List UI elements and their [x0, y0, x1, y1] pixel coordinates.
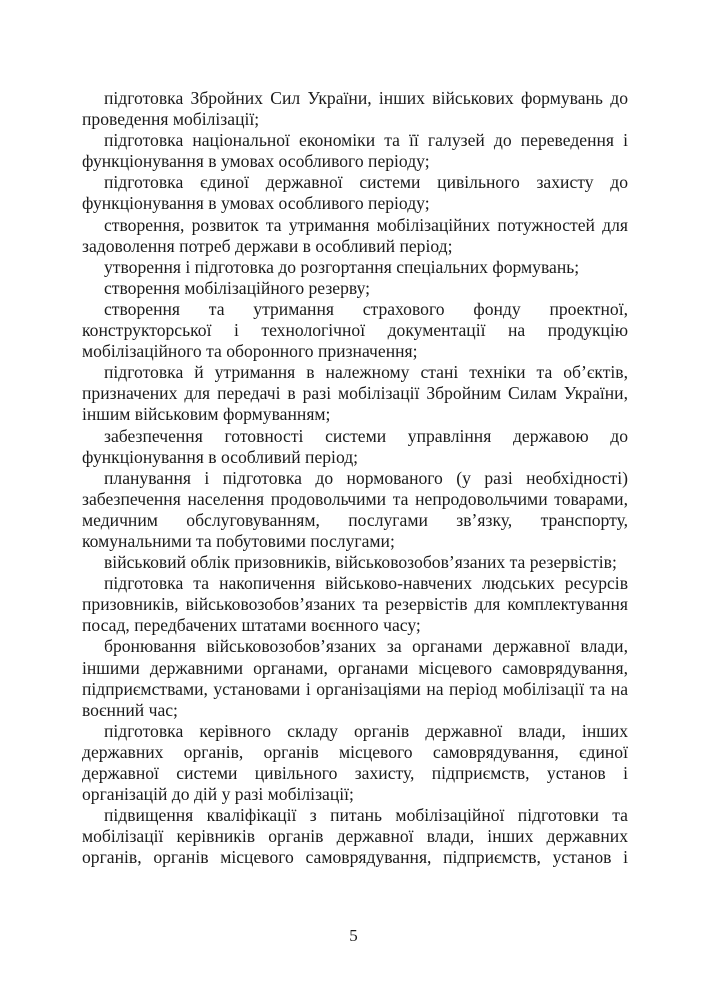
list-item: підготовка Збройних Сил України, інших військових формувань до проведення мобілізації; [82, 88, 628, 130]
list-item: забезпечення готовності системи управління державою до функціонування в особливий період; [82, 425, 628, 467]
list-item: підготовка й утримання в належному стані техніки та об’єктів, призначених для передачі в разі мобілізації Збройним Силам України, іншим військовим формуванням; [82, 362, 628, 425]
list-item: підготовка національної економіки та її галузей до переведення і функціонування в умовах особливого періоду; [82, 130, 628, 172]
list-item: створення та утримання страхового фонду проектної, конструкторської і технологічної документації на продукцію мобілізаційного та оборонного призначення; [82, 298, 628, 362]
list-item: планування і підготовка до нормованого (у разі необхідності) забезпечення населення продовольчими та непродовольчими товарами, медичним обслуговуванням, послугами зв’язку, транспорту, комунальними та побутовими послугами; [82, 467, 628, 551]
list-item: підготовка керівного складу органів державної влади, інших державних органів, органів місцевого самоврядування, єдиної державної системи цивільного захисту, підприємств, установ і організацій до дій у разі мобілізації; [82, 720, 628, 805]
list-item: підготовка єдиної державної системи цивільного захисту до функціонування в умовах особливого періоду; [82, 172, 628, 214]
list-item: створення, розвиток та утримання мобілізаційних потужностей для задоволення потреб держави в особливий період; [82, 214, 628, 256]
list-item: підготовка та накопичення військово-навчених людських ресурсів призовників, військовозобов’язаних та резервістів для комплектування посад, передбачених штатами воєнного часу; [82, 573, 628, 636]
document-body [82, 88, 628, 868]
page-number: 5 [349, 926, 358, 945]
list-item: військовий облік призовників, військовозобов’язаних та резервістів; [104, 552, 617, 573]
list-item: утворення і підготовка до розгортання спеціальних формувань; [104, 256, 580, 277]
list-item: підвищення кваліфікації з питань мобілізаційної підготовки та мобілізації керівників органів державної влади, інших державних органів, органів місцевого самоврядування, підприємств, установ і [82, 805, 628, 868]
list-item: створення мобілізаційного резерву; [104, 277, 371, 298]
list-item: бронювання військовозобов’язаних за органами державної влади, іншими державними органами, органами місцевого самоврядування, підприємствами, установами і організаціями на період мобілізації та на воєнний час; [82, 636, 628, 720]
